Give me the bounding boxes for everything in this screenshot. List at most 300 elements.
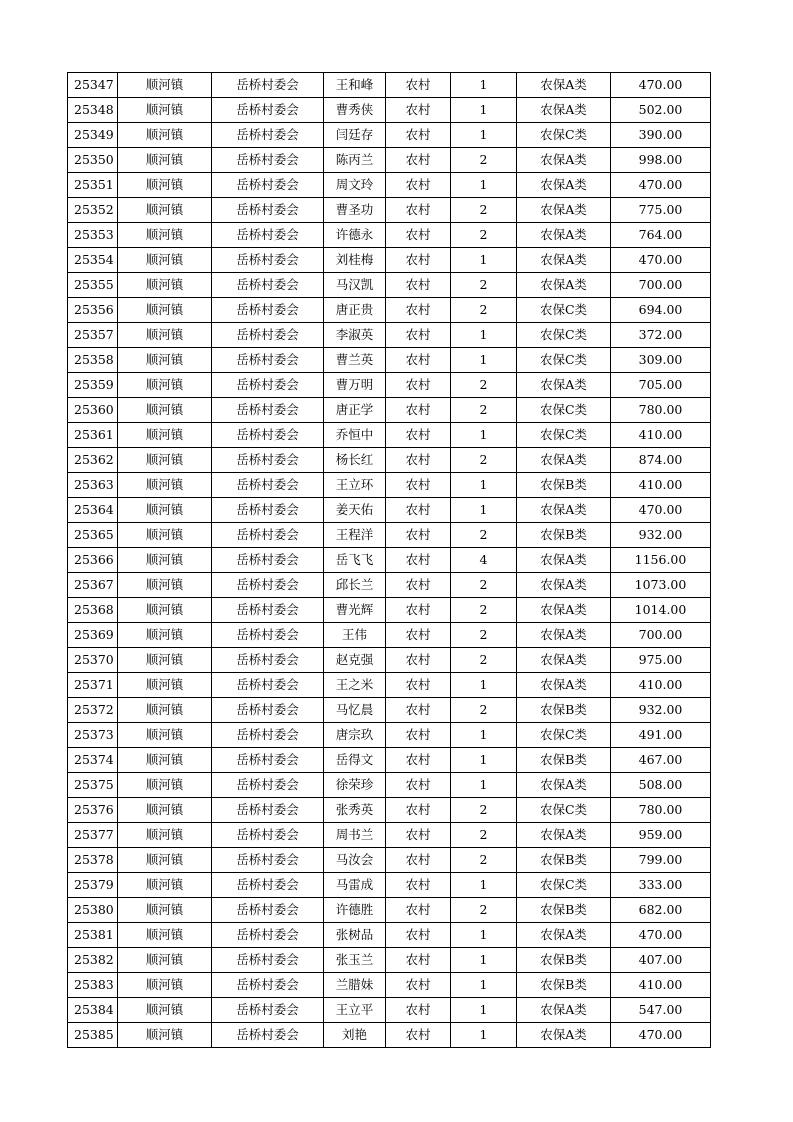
amount-cell: 975.00 <box>611 648 711 673</box>
committee-cell: 岳桥村委会 <box>212 273 324 298</box>
name-cell: 闫廷存 <box>324 123 386 148</box>
amount-cell: 333.00 <box>611 873 711 898</box>
town-cell: 顺河镇 <box>118 998 212 1023</box>
amount-cell: 372.00 <box>611 323 711 348</box>
table-row <box>68 973 711 998</box>
table-row <box>68 498 711 523</box>
table-body <box>68 73 711 1048</box>
insurance-class-cell: 农保A类 <box>517 598 611 623</box>
amount-cell: 502.00 <box>611 98 711 123</box>
name-cell: 乔恒中 <box>324 423 386 448</box>
area-type-cell: 农村 <box>386 648 451 673</box>
household-count-cell: 1 <box>451 348 517 373</box>
id-cell: 25359 <box>68 373 118 398</box>
table-row <box>68 623 711 648</box>
id-cell: 25367 <box>68 573 118 598</box>
household-count-cell: 1 <box>451 473 517 498</box>
table-row <box>68 873 711 898</box>
name-cell: 张秀英 <box>324 798 386 823</box>
amount-cell: 700.00 <box>611 623 711 648</box>
area-type-cell: 农村 <box>386 373 451 398</box>
committee-cell: 岳桥村委会 <box>212 898 324 923</box>
area-type-cell: 农村 <box>386 1023 451 1048</box>
area-type-cell: 农村 <box>386 848 451 873</box>
amount-cell: 998.00 <box>611 148 711 173</box>
table-row <box>68 248 711 273</box>
household-count-cell: 2 <box>451 848 517 873</box>
area-type-cell: 农村 <box>386 673 451 698</box>
town-cell: 顺河镇 <box>118 298 212 323</box>
table-row <box>68 423 711 448</box>
household-count-cell: 4 <box>451 548 517 573</box>
id-cell: 25378 <box>68 848 118 873</box>
committee-cell: 岳桥村委会 <box>212 348 324 373</box>
town-cell: 顺河镇 <box>118 548 212 573</box>
insurance-class-cell: 农保A类 <box>517 673 611 698</box>
insurance-class-cell: 农保A类 <box>517 223 611 248</box>
table-row <box>68 673 711 698</box>
id-cell: 25356 <box>68 298 118 323</box>
name-cell: 马汉凯 <box>324 273 386 298</box>
insurance-class-cell: 农保A类 <box>517 548 611 573</box>
household-count-cell: 2 <box>451 623 517 648</box>
name-cell: 唐正学 <box>324 398 386 423</box>
area-type-cell: 农村 <box>386 148 451 173</box>
id-cell: 25376 <box>68 798 118 823</box>
id-cell: 25373 <box>68 723 118 748</box>
committee-cell: 岳桥村委会 <box>212 848 324 873</box>
town-cell: 顺河镇 <box>118 948 212 973</box>
household-count-cell: 1 <box>451 1023 517 1048</box>
town-cell: 顺河镇 <box>118 798 212 823</box>
id-cell: 25383 <box>68 973 118 998</box>
table-row <box>68 448 711 473</box>
area-type-cell: 农村 <box>386 873 451 898</box>
town-cell: 顺河镇 <box>118 198 212 223</box>
area-type-cell: 农村 <box>386 773 451 798</box>
insurance-class-cell: 农保A类 <box>517 248 611 273</box>
name-cell: 马忆晨 <box>324 698 386 723</box>
committee-cell: 岳桥村委会 <box>212 748 324 773</box>
id-cell: 25381 <box>68 923 118 948</box>
table-row <box>68 923 711 948</box>
town-cell: 顺河镇 <box>118 323 212 348</box>
committee-cell: 岳桥村委会 <box>212 723 324 748</box>
table-row <box>68 723 711 748</box>
household-count-cell: 1 <box>451 773 517 798</box>
town-cell: 顺河镇 <box>118 898 212 923</box>
amount-cell: 705.00 <box>611 373 711 398</box>
town-cell: 顺河镇 <box>118 848 212 873</box>
town-cell: 顺河镇 <box>118 148 212 173</box>
household-count-cell: 1 <box>451 948 517 973</box>
household-count-cell: 1 <box>451 73 517 98</box>
committee-cell: 岳桥村委会 <box>212 198 324 223</box>
town-cell: 顺河镇 <box>118 748 212 773</box>
insurance-class-cell: 农保A类 <box>517 573 611 598</box>
insurance-class-cell: 农保B类 <box>517 748 611 773</box>
id-cell: 25374 <box>68 748 118 773</box>
insurance-class-cell: 农保C类 <box>517 298 611 323</box>
amount-cell: 547.00 <box>611 998 711 1023</box>
insurance-class-cell: 农保C类 <box>517 423 611 448</box>
id-cell: 25361 <box>68 423 118 448</box>
area-type-cell: 农村 <box>386 973 451 998</box>
town-cell: 顺河镇 <box>118 873 212 898</box>
town-cell: 顺河镇 <box>118 698 212 723</box>
area-type-cell: 农村 <box>386 223 451 248</box>
insurance-class-cell: 农保A类 <box>517 198 611 223</box>
town-cell: 顺河镇 <box>118 623 212 648</box>
table-row <box>68 823 711 848</box>
committee-cell: 岳桥村委会 <box>212 498 324 523</box>
household-count-cell: 1 <box>451 498 517 523</box>
insurance-class-cell: 农保A类 <box>517 173 611 198</box>
amount-cell: 694.00 <box>611 298 711 323</box>
committee-cell: 岳桥村委会 <box>212 523 324 548</box>
insurance-class-cell: 农保B类 <box>517 848 611 873</box>
household-count-cell: 2 <box>451 598 517 623</box>
id-cell: 25357 <box>68 323 118 348</box>
town-cell: 顺河镇 <box>118 473 212 498</box>
committee-cell: 岳桥村委会 <box>212 598 324 623</box>
amount-cell: 932.00 <box>611 523 711 548</box>
name-cell: 唐正贵 <box>324 298 386 323</box>
area-type-cell: 农村 <box>386 73 451 98</box>
name-cell: 张树品 <box>324 923 386 948</box>
id-cell: 25382 <box>68 948 118 973</box>
table-row <box>68 598 711 623</box>
insurance-class-cell: 农保B类 <box>517 698 611 723</box>
area-type-cell: 农村 <box>386 723 451 748</box>
amount-cell: 470.00 <box>611 73 711 98</box>
household-count-cell: 1 <box>451 873 517 898</box>
insurance-class-cell: 农保A类 <box>517 373 611 398</box>
town-cell: 顺河镇 <box>118 373 212 398</box>
town-cell: 顺河镇 <box>118 398 212 423</box>
id-cell: 25375 <box>68 773 118 798</box>
insurance-class-cell: 农保A类 <box>517 923 611 948</box>
insurance-class-cell: 农保B类 <box>517 473 611 498</box>
household-count-cell: 1 <box>451 998 517 1023</box>
area-type-cell: 农村 <box>386 748 451 773</box>
table-row <box>68 548 711 573</box>
town-cell: 顺河镇 <box>118 423 212 448</box>
household-count-cell: 2 <box>451 448 517 473</box>
insurance-class-cell: 农保A类 <box>517 73 611 98</box>
insurance-class-cell: 农保A类 <box>517 623 611 648</box>
town-cell: 顺河镇 <box>118 173 212 198</box>
committee-cell: 岳桥村委会 <box>212 623 324 648</box>
town-cell: 顺河镇 <box>118 248 212 273</box>
id-cell: 25349 <box>68 123 118 148</box>
committee-cell: 岳桥村委会 <box>212 548 324 573</box>
insurance-class-cell: 农保C类 <box>517 323 611 348</box>
name-cell: 曹光辉 <box>324 598 386 623</box>
table-row <box>68 898 711 923</box>
amount-cell: 470.00 <box>611 1023 711 1048</box>
area-type-cell: 农村 <box>386 448 451 473</box>
committee-cell: 岳桥村委会 <box>212 173 324 198</box>
household-count-cell: 1 <box>451 123 517 148</box>
insurance-class-cell: 农保B类 <box>517 523 611 548</box>
household-count-cell: 1 <box>451 923 517 948</box>
table-row <box>68 323 711 348</box>
area-type-cell: 农村 <box>386 173 451 198</box>
committee-cell: 岳桥村委会 <box>212 823 324 848</box>
area-type-cell: 农村 <box>386 398 451 423</box>
amount-cell: 1156.00 <box>611 548 711 573</box>
id-cell: 25369 <box>68 623 118 648</box>
name-cell: 许德胜 <box>324 898 386 923</box>
amount-cell: 799.00 <box>611 848 711 873</box>
id-cell: 25348 <box>68 98 118 123</box>
name-cell: 杨长红 <box>324 448 386 473</box>
table-row <box>68 123 711 148</box>
committee-cell: 岳桥村委会 <box>212 98 324 123</box>
committee-cell: 岳桥村委会 <box>212 373 324 398</box>
household-count-cell: 2 <box>451 398 517 423</box>
committee-cell: 岳桥村委会 <box>212 973 324 998</box>
table-row <box>68 948 711 973</box>
town-cell: 顺河镇 <box>118 123 212 148</box>
insurance-class-cell: 农保C类 <box>517 123 611 148</box>
name-cell: 徐荣珍 <box>324 773 386 798</box>
amount-cell: 775.00 <box>611 198 711 223</box>
id-cell: 25353 <box>68 223 118 248</box>
area-type-cell: 农村 <box>386 998 451 1023</box>
insurance-class-cell: 农保B类 <box>517 948 611 973</box>
name-cell: 曹圣功 <box>324 198 386 223</box>
area-type-cell: 农村 <box>386 548 451 573</box>
area-type-cell: 农村 <box>386 623 451 648</box>
area-type-cell: 农村 <box>386 598 451 623</box>
name-cell: 赵克强 <box>324 648 386 673</box>
area-type-cell: 农村 <box>386 123 451 148</box>
area-type-cell: 农村 <box>386 98 451 123</box>
id-cell: 25352 <box>68 198 118 223</box>
name-cell: 王伟 <box>324 623 386 648</box>
household-count-cell: 1 <box>451 423 517 448</box>
committee-cell: 岳桥村委会 <box>212 923 324 948</box>
area-type-cell: 农村 <box>386 923 451 948</box>
insurance-class-cell: 农保A类 <box>517 273 611 298</box>
amount-cell: 1073.00 <box>611 573 711 598</box>
committee-cell: 岳桥村委会 <box>212 998 324 1023</box>
amount-cell: 874.00 <box>611 448 711 473</box>
name-cell: 王程洋 <box>324 523 386 548</box>
area-type-cell: 农村 <box>386 198 451 223</box>
amount-cell: 467.00 <box>611 748 711 773</box>
table-row <box>68 298 711 323</box>
amount-cell: 1014.00 <box>611 598 711 623</box>
name-cell: 兰腊妹 <box>324 973 386 998</box>
name-cell: 刘艳 <box>324 1023 386 1048</box>
id-cell: 25377 <box>68 823 118 848</box>
table-row <box>68 848 711 873</box>
name-cell: 马汝会 <box>324 848 386 873</box>
name-cell: 岳飞飞 <box>324 548 386 573</box>
committee-cell: 岳桥村委会 <box>212 948 324 973</box>
area-type-cell: 农村 <box>386 348 451 373</box>
data-table <box>67 72 711 1048</box>
committee-cell: 岳桥村委会 <box>212 773 324 798</box>
committee-cell: 岳桥村委会 <box>212 323 324 348</box>
id-cell: 25385 <box>68 1023 118 1048</box>
area-type-cell: 农村 <box>386 798 451 823</box>
household-count-cell: 2 <box>451 148 517 173</box>
area-type-cell: 农村 <box>386 473 451 498</box>
town-cell: 顺河镇 <box>118 348 212 373</box>
insurance-class-cell: 农保A类 <box>517 823 611 848</box>
town-cell: 顺河镇 <box>118 448 212 473</box>
id-cell: 25371 <box>68 673 118 698</box>
id-cell: 25360 <box>68 398 118 423</box>
table-row <box>68 748 711 773</box>
insurance-class-cell: 农保A类 <box>517 498 611 523</box>
area-type-cell: 农村 <box>386 698 451 723</box>
amount-cell: 410.00 <box>611 673 711 698</box>
household-count-cell: 2 <box>451 898 517 923</box>
amount-cell: 959.00 <box>611 823 711 848</box>
town-cell: 顺河镇 <box>118 523 212 548</box>
area-type-cell: 农村 <box>386 323 451 348</box>
amount-cell: 764.00 <box>611 223 711 248</box>
area-type-cell: 农村 <box>386 423 451 448</box>
name-cell: 邱长兰 <box>324 573 386 598</box>
name-cell: 王之米 <box>324 673 386 698</box>
town-cell: 顺河镇 <box>118 923 212 948</box>
insurance-class-cell: 农保B类 <box>517 898 611 923</box>
area-type-cell: 农村 <box>386 298 451 323</box>
household-count-cell: 1 <box>451 323 517 348</box>
household-count-cell: 2 <box>451 573 517 598</box>
name-cell: 王和峰 <box>324 73 386 98</box>
insurance-class-cell: 农保A类 <box>517 1023 611 1048</box>
id-cell: 25365 <box>68 523 118 548</box>
amount-cell: 410.00 <box>611 423 711 448</box>
area-type-cell: 农村 <box>386 523 451 548</box>
insurance-class-cell: 农保C类 <box>517 798 611 823</box>
committee-cell: 岳桥村委会 <box>212 1023 324 1048</box>
household-count-cell: 1 <box>451 748 517 773</box>
id-cell: 25358 <box>68 348 118 373</box>
area-type-cell: 农村 <box>386 823 451 848</box>
household-count-cell: 2 <box>451 823 517 848</box>
name-cell: 曹兰英 <box>324 348 386 373</box>
committee-cell: 岳桥村委会 <box>212 148 324 173</box>
household-count-cell: 2 <box>451 798 517 823</box>
table-row <box>68 698 711 723</box>
insurance-class-cell: 农保A类 <box>517 98 611 123</box>
household-count-cell: 2 <box>451 298 517 323</box>
household-count-cell: 2 <box>451 373 517 398</box>
household-count-cell: 2 <box>451 273 517 298</box>
id-cell: 25368 <box>68 598 118 623</box>
area-type-cell: 农村 <box>386 898 451 923</box>
town-cell: 顺河镇 <box>118 648 212 673</box>
name-cell: 曹万明 <box>324 373 386 398</box>
amount-cell: 780.00 <box>611 398 711 423</box>
household-count-cell: 2 <box>451 648 517 673</box>
household-count-cell: 2 <box>451 698 517 723</box>
area-type-cell: 农村 <box>386 948 451 973</box>
table-row <box>68 173 711 198</box>
amount-cell: 470.00 <box>611 173 711 198</box>
household-count-cell: 1 <box>451 723 517 748</box>
id-cell: 25362 <box>68 448 118 473</box>
name-cell: 许德永 <box>324 223 386 248</box>
household-count-cell: 1 <box>451 173 517 198</box>
town-cell: 顺河镇 <box>118 723 212 748</box>
town-cell: 顺河镇 <box>118 823 212 848</box>
committee-cell: 岳桥村委会 <box>212 448 324 473</box>
name-cell: 岳得文 <box>324 748 386 773</box>
town-cell: 顺河镇 <box>118 673 212 698</box>
name-cell: 唐宗玖 <box>324 723 386 748</box>
household-count-cell: 2 <box>451 223 517 248</box>
table-row <box>68 648 711 673</box>
committee-cell: 岳桥村委会 <box>212 673 324 698</box>
table-row <box>68 573 711 598</box>
table-row <box>68 73 711 98</box>
insurance-class-cell: 农保B类 <box>517 973 611 998</box>
household-count-cell: 1 <box>451 973 517 998</box>
committee-cell: 岳桥村委会 <box>212 398 324 423</box>
name-cell: 周书兰 <box>324 823 386 848</box>
area-type-cell: 农村 <box>386 248 451 273</box>
id-cell: 25355 <box>68 273 118 298</box>
insurance-class-cell: 农保A类 <box>517 998 611 1023</box>
id-cell: 25347 <box>68 73 118 98</box>
name-cell: 陈丙兰 <box>324 148 386 173</box>
table-row <box>68 273 711 298</box>
committee-cell: 岳桥村委会 <box>212 648 324 673</box>
household-count-cell: 1 <box>451 248 517 273</box>
name-cell: 刘桂梅 <box>324 248 386 273</box>
town-cell: 顺河镇 <box>118 773 212 798</box>
town-cell: 顺河镇 <box>118 1023 212 1048</box>
table-row <box>68 773 711 798</box>
household-count-cell: 1 <box>451 673 517 698</box>
town-cell: 顺河镇 <box>118 273 212 298</box>
town-cell: 顺河镇 <box>118 98 212 123</box>
committee-cell: 岳桥村委会 <box>212 698 324 723</box>
id-cell: 25370 <box>68 648 118 673</box>
committee-cell: 岳桥村委会 <box>212 248 324 273</box>
committee-cell: 岳桥村委会 <box>212 423 324 448</box>
committee-cell: 岳桥村委会 <box>212 873 324 898</box>
amount-cell: 470.00 <box>611 923 711 948</box>
household-count-cell: 1 <box>451 98 517 123</box>
table-row <box>68 98 711 123</box>
name-cell: 曹秀侠 <box>324 98 386 123</box>
amount-cell: 470.00 <box>611 248 711 273</box>
amount-cell: 410.00 <box>611 973 711 998</box>
table-row <box>68 473 711 498</box>
town-cell: 顺河镇 <box>118 498 212 523</box>
area-type-cell: 农村 <box>386 273 451 298</box>
amount-cell: 491.00 <box>611 723 711 748</box>
id-cell: 25351 <box>68 173 118 198</box>
town-cell: 顺河镇 <box>118 573 212 598</box>
area-type-cell: 农村 <box>386 498 451 523</box>
name-cell: 姜天佑 <box>324 498 386 523</box>
name-cell: 马雷成 <box>324 873 386 898</box>
table-row <box>68 223 711 248</box>
insurance-class-cell: 农保C类 <box>517 723 611 748</box>
name-cell: 张玉兰 <box>324 948 386 973</box>
